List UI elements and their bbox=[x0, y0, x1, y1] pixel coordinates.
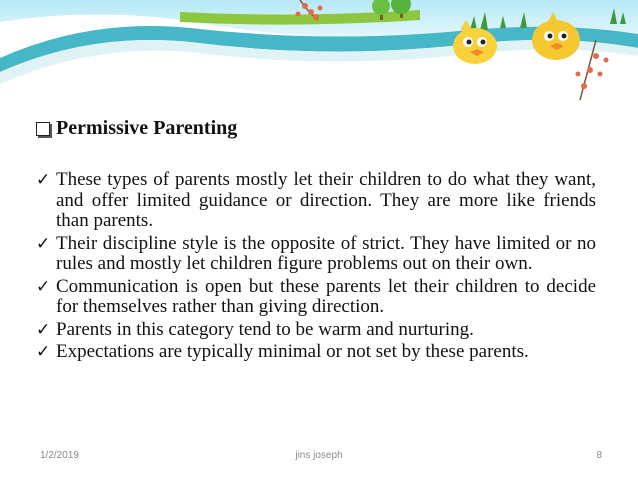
checkmark-icon: ✓ bbox=[36, 342, 51, 362]
bullet-list bbox=[36, 170, 596, 365]
list-item-text: These types of parents mostly let their children to do what they want, and offer limited guidance or direction. They are more like friends than parents. bbox=[56, 169, 596, 231]
footer-date: 1/2/2019 bbox=[40, 450, 79, 461]
checkmark-icon: ✓ bbox=[36, 233, 51, 254]
list-item bbox=[36, 342, 596, 363]
list-item bbox=[36, 277, 596, 318]
header-banner-illustration bbox=[0, 0, 638, 125]
checkbox-icon bbox=[36, 122, 50, 136]
list-item-text: Their discipline style is the opposite of strict. They have limited or no rules and mostly let children figure problems out on their own. bbox=[56, 232, 596, 274]
checkmark-icon: ✓ bbox=[36, 319, 51, 340]
list-item-text: Expectations are typically minimal or not set by these parents. bbox=[56, 341, 529, 362]
footer-page-number: 8 bbox=[596, 450, 602, 461]
list-item bbox=[36, 320, 596, 341]
list-item-text: Parents in this category tend to be warm and nurturing. bbox=[56, 318, 474, 340]
heading-text: Permissive Parenting bbox=[56, 117, 238, 139]
list-item-text: Communication is open but these parents let their children to decide for themselves rather than giving direction. bbox=[56, 275, 596, 317]
list-item bbox=[36, 170, 596, 232]
checkmark-icon: ✓ bbox=[36, 276, 51, 297]
slide-heading bbox=[36, 117, 237, 140]
checkmark-icon: ✓ bbox=[36, 170, 51, 190]
list-item bbox=[36, 234, 596, 275]
footer-author: jins joseph bbox=[295, 450, 343, 461]
